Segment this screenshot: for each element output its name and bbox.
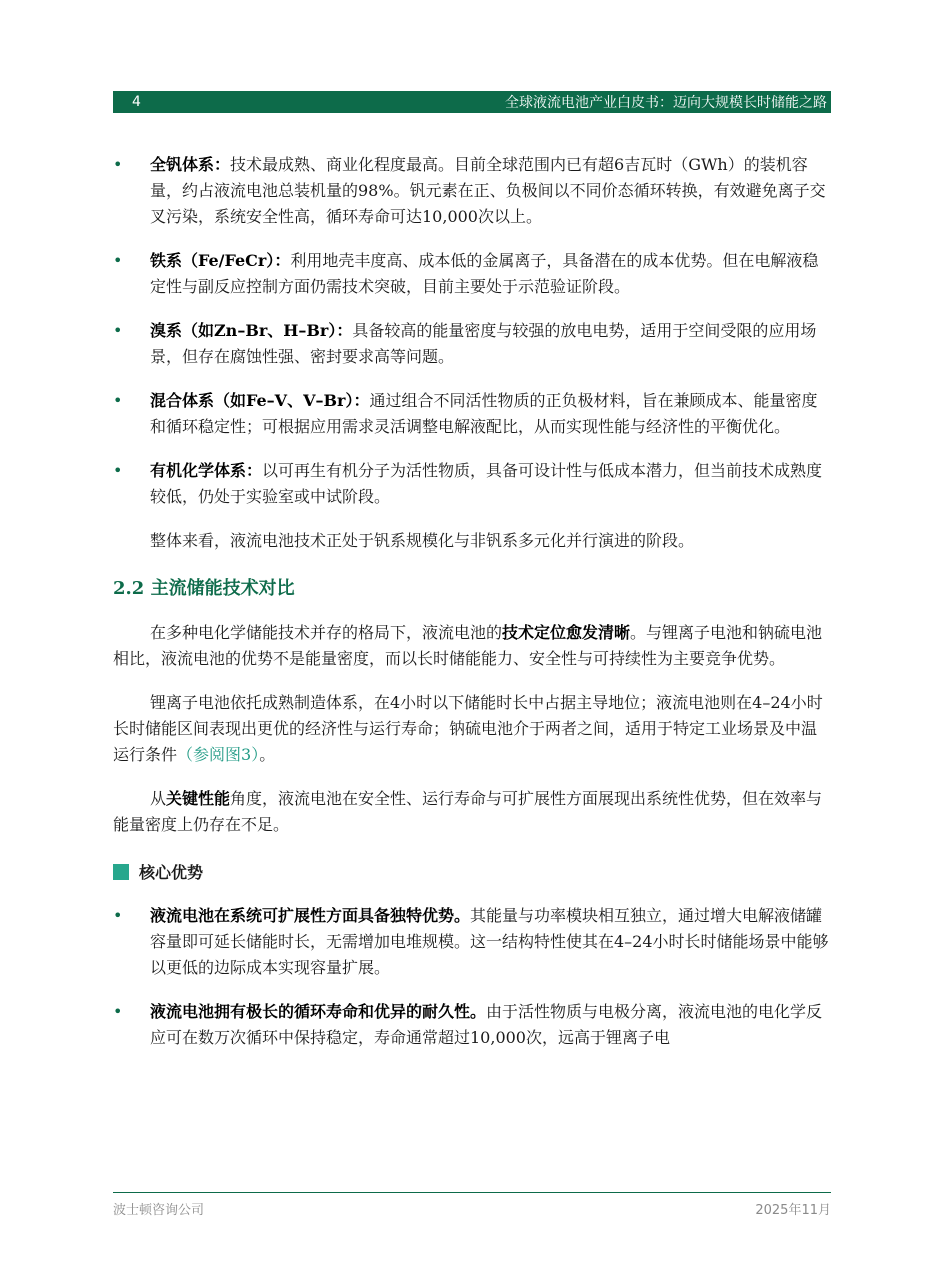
bullet-text: 以可再生有机分子为活性物质，具备可设计性与低成本潜力，但当前技术成熟度较低，仍处于实验室或中试阶段。 — [150, 461, 823, 506]
list-item — [113, 318, 831, 370]
section-title: 2.2 主流储能技术对比 — [113, 578, 295, 599]
bullet-heading: 铁系（Fe/FeCr）： — [150, 251, 291, 270]
bullet-icon: • — [113, 391, 123, 410]
subheading-label: 核心优势 — [139, 863, 204, 882]
bullet-heading: 溴系（如Zn–Br、H–Br）： — [150, 321, 353, 340]
bullet-icon: • — [113, 155, 123, 174]
bullet-icon: • — [113, 461, 123, 480]
page-number: 4 — [132, 94, 141, 110]
bullet-heading: 液流电池拥有极长的循环寿命和优异的耐久性。 — [150, 1002, 487, 1021]
paragraph-text: 角度，液流电池在安全性、运行寿命与可扩展性方面展现出系统性优势，但在效率与能量密度上仍存在不足。 — [113, 789, 823, 834]
figure-reference-link[interactable]: （参阅图3） — [177, 745, 260, 764]
paragraph-text: 在多种电化学储能技术并存的格局下，液流电池的 — [150, 623, 503, 642]
subheading — [113, 860, 831, 883]
paragraph-emphasis: 技术定位愈发清晰 — [502, 623, 631, 642]
summary-paragraph: 整体来看，液流电池技术正处于钒系规模化与非钒系多元化并行演进的阶段。 — [150, 531, 695, 550]
footer-date: 2025年11月 — [755, 1203, 831, 1218]
bullet-text: 由于活性物质与电极分离，液流电池的电化学反应可在数万次循环中保持稳定，寿命通常超过10,000次，远高于锂离子电 — [150, 1002, 823, 1047]
document-title: 全球液流电池产业白皮书：迈向大规模长时储能之路 — [505, 95, 827, 111]
paragraph — [113, 786, 831, 838]
bullet-heading: 全钒体系： — [150, 155, 231, 174]
bullet-text: 技术最成熟、商业化程度最高。目前全球范围内已有超6吉瓦时（GWh）的装机容量，约占液流电池总装机量的98%。钒元素在正、负极间以不同价态循环转换，有效避免离子交叉污染，系统安全性高，循环寿命可达10,000次以上。 — [150, 155, 826, 226]
square-icon — [113, 864, 129, 880]
bullet-text: 具备较高的能量密度与较强的放电电势，适用于空间受限的应用场景，但存在腐蚀性强、密封要求高等问题。 — [150, 321, 817, 366]
list-item — [113, 458, 831, 510]
footer — [113, 1199, 831, 1218]
paragraph-text: 。 — [259, 745, 276, 764]
list-item — [113, 248, 831, 300]
footer-divider — [113, 1192, 831, 1193]
bullet-text: 通过组合不同活性物质的正负极材料，旨在兼顾成本、能量密度和循环稳定性；可根据应用需求灵活调整电解液配比，从而实现性能与经济性的平衡优化。 — [150, 391, 818, 436]
footer-company: 波士顿咨询公司 — [113, 1203, 205, 1218]
list-item — [113, 388, 831, 440]
paragraph-emphasis: 关键性能 — [166, 789, 231, 808]
paragraph-text: 从 — [150, 789, 167, 808]
list-item — [113, 152, 831, 230]
bullet-text: 利用地壳丰度高、成本低的金属离子，具备潜在的成本优势。但在电解液稳定性与副反应控制方面仍需技术突破，目前主要处于示范验证阶段。 — [150, 251, 819, 296]
bullet-heading: 液流电池在系统可扩展性方面具备独特优势。 — [150, 906, 471, 925]
header-bar — [113, 91, 831, 113]
paragraph-text: 。与锂离子电池和钠硫电池相比，液流电池的优势不是能量密度，而以长时储能能力、安全性与可持续性为主要竞争优势。 — [113, 623, 823, 668]
bullet-text: 其能量与功率模块相互独立，通过增大电解液储罐容量即可延长储能时长，无需增加电堆规模。这一结构特性使其在4–24小时长时储能场景中能够以更低的边际成本实现容量扩展。 — [150, 906, 829, 977]
bullet-icon: • — [113, 251, 123, 270]
bullet-icon: • — [113, 1002, 123, 1021]
main-content — [113, 152, 831, 1069]
bullet-heading: 混合体系（如Fe–V、V–Br）： — [150, 391, 370, 410]
paragraph-text: 锂离子电池依托成熟制造体系，在4小时以下储能时长中占据主导地位；液流电池则在4–24小时长时储能区间表现出更优的经济性与运行寿命；钠硫电池介于两者之间，适用于特定工业场景及中温运行条件 — [113, 693, 823, 764]
paragraph — [113, 620, 831, 672]
bullet-icon: • — [113, 906, 123, 925]
list-item — [113, 903, 831, 981]
bullet-heading: 有机化学体系： — [150, 461, 263, 480]
list-item — [113, 999, 831, 1051]
bullet-icon: • — [113, 321, 123, 340]
paragraph — [113, 690, 831, 768]
